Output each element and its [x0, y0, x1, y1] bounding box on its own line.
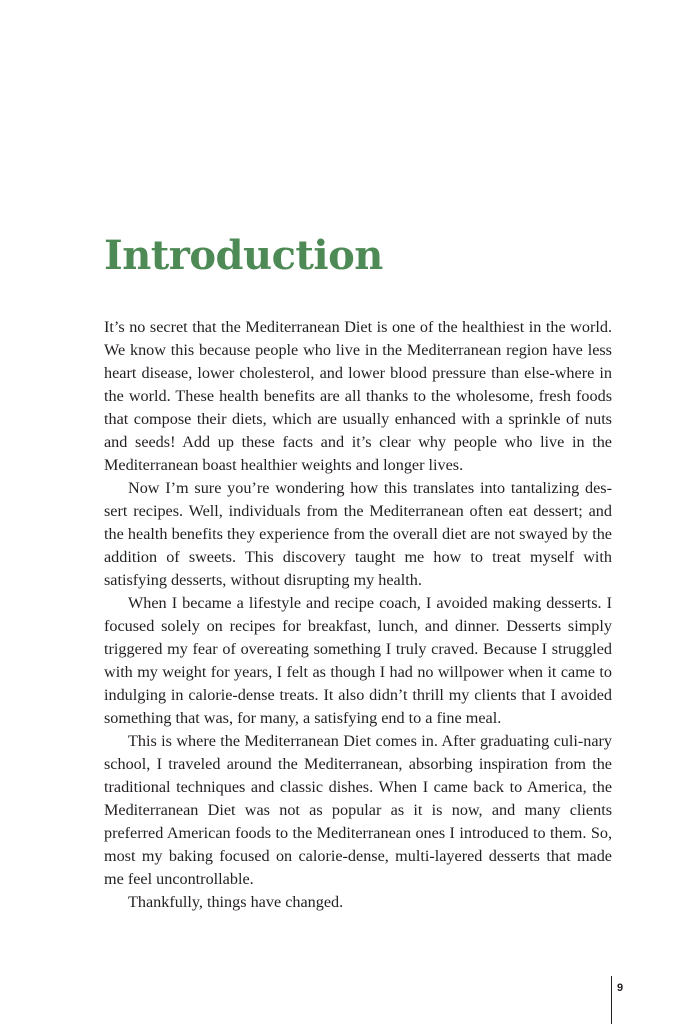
chapter-body: [104, 316, 612, 914]
page-number: 9: [617, 982, 624, 994]
paragraph: When I became a lifestyle and recipe coach, I avoided making desserts. I focused solely on recipes for breakfast, lunch, and dinner. Desserts simply triggered my fear of overeating something I truly craved. Because I struggled with my weight for years, I felt as though I had no willpower when it came to indulging in calorie-dense treats. It also didn’t thrill my clients that I avoided something that was, for many, a satisfying end to a fine meal.: [104, 594, 612, 727]
chapter-title: Introduction: [104, 232, 383, 279]
paragraph: It’s no secret that the Mediterranean Diet is one of the healthiest in the world. We know this because people who live in the Mediterranean region have less heart disease, lower cholesterol, and lower blood pressure than else-where in the world. These health benefits are all thanks to the wholesome, fresh foods that compose their diets, which are usually enhanced with a sprinkle of nuts and seeds! Add up these facts and it’s clear why people who live in the Mediterranean boast healthier weights and longer lives.: [104, 318, 612, 474]
paragraph: This is where the Mediterranean Diet comes in. After graduating culi-nary school, I traveled around the Mediterranean, absorbing inspiration from the traditional techniques and classic dishes. When I came back to America, the Mediterranean Diet was not as popular as it is now, and many clients preferred American foods to the Mediterranean ones I introduced to them. So, most my baking focused on calorie-dense, multi-layered desserts that made me feel uncontrollable.: [104, 732, 612, 888]
paragraph: Now I’m sure you’re wondering how this translates into tantalizing des-sert recipes. Well, individuals from the Mediterranean often eat dessert; and the health benefits they experience from the overall diet are not swayed by the addition of sweets. This discovery taught me how to treat myself with satisfying desserts, without disrupting my health.: [104, 479, 612, 589]
paragraph: Thankfully, things have changed.: [128, 893, 344, 911]
page-number-divider: [611, 976, 612, 1024]
